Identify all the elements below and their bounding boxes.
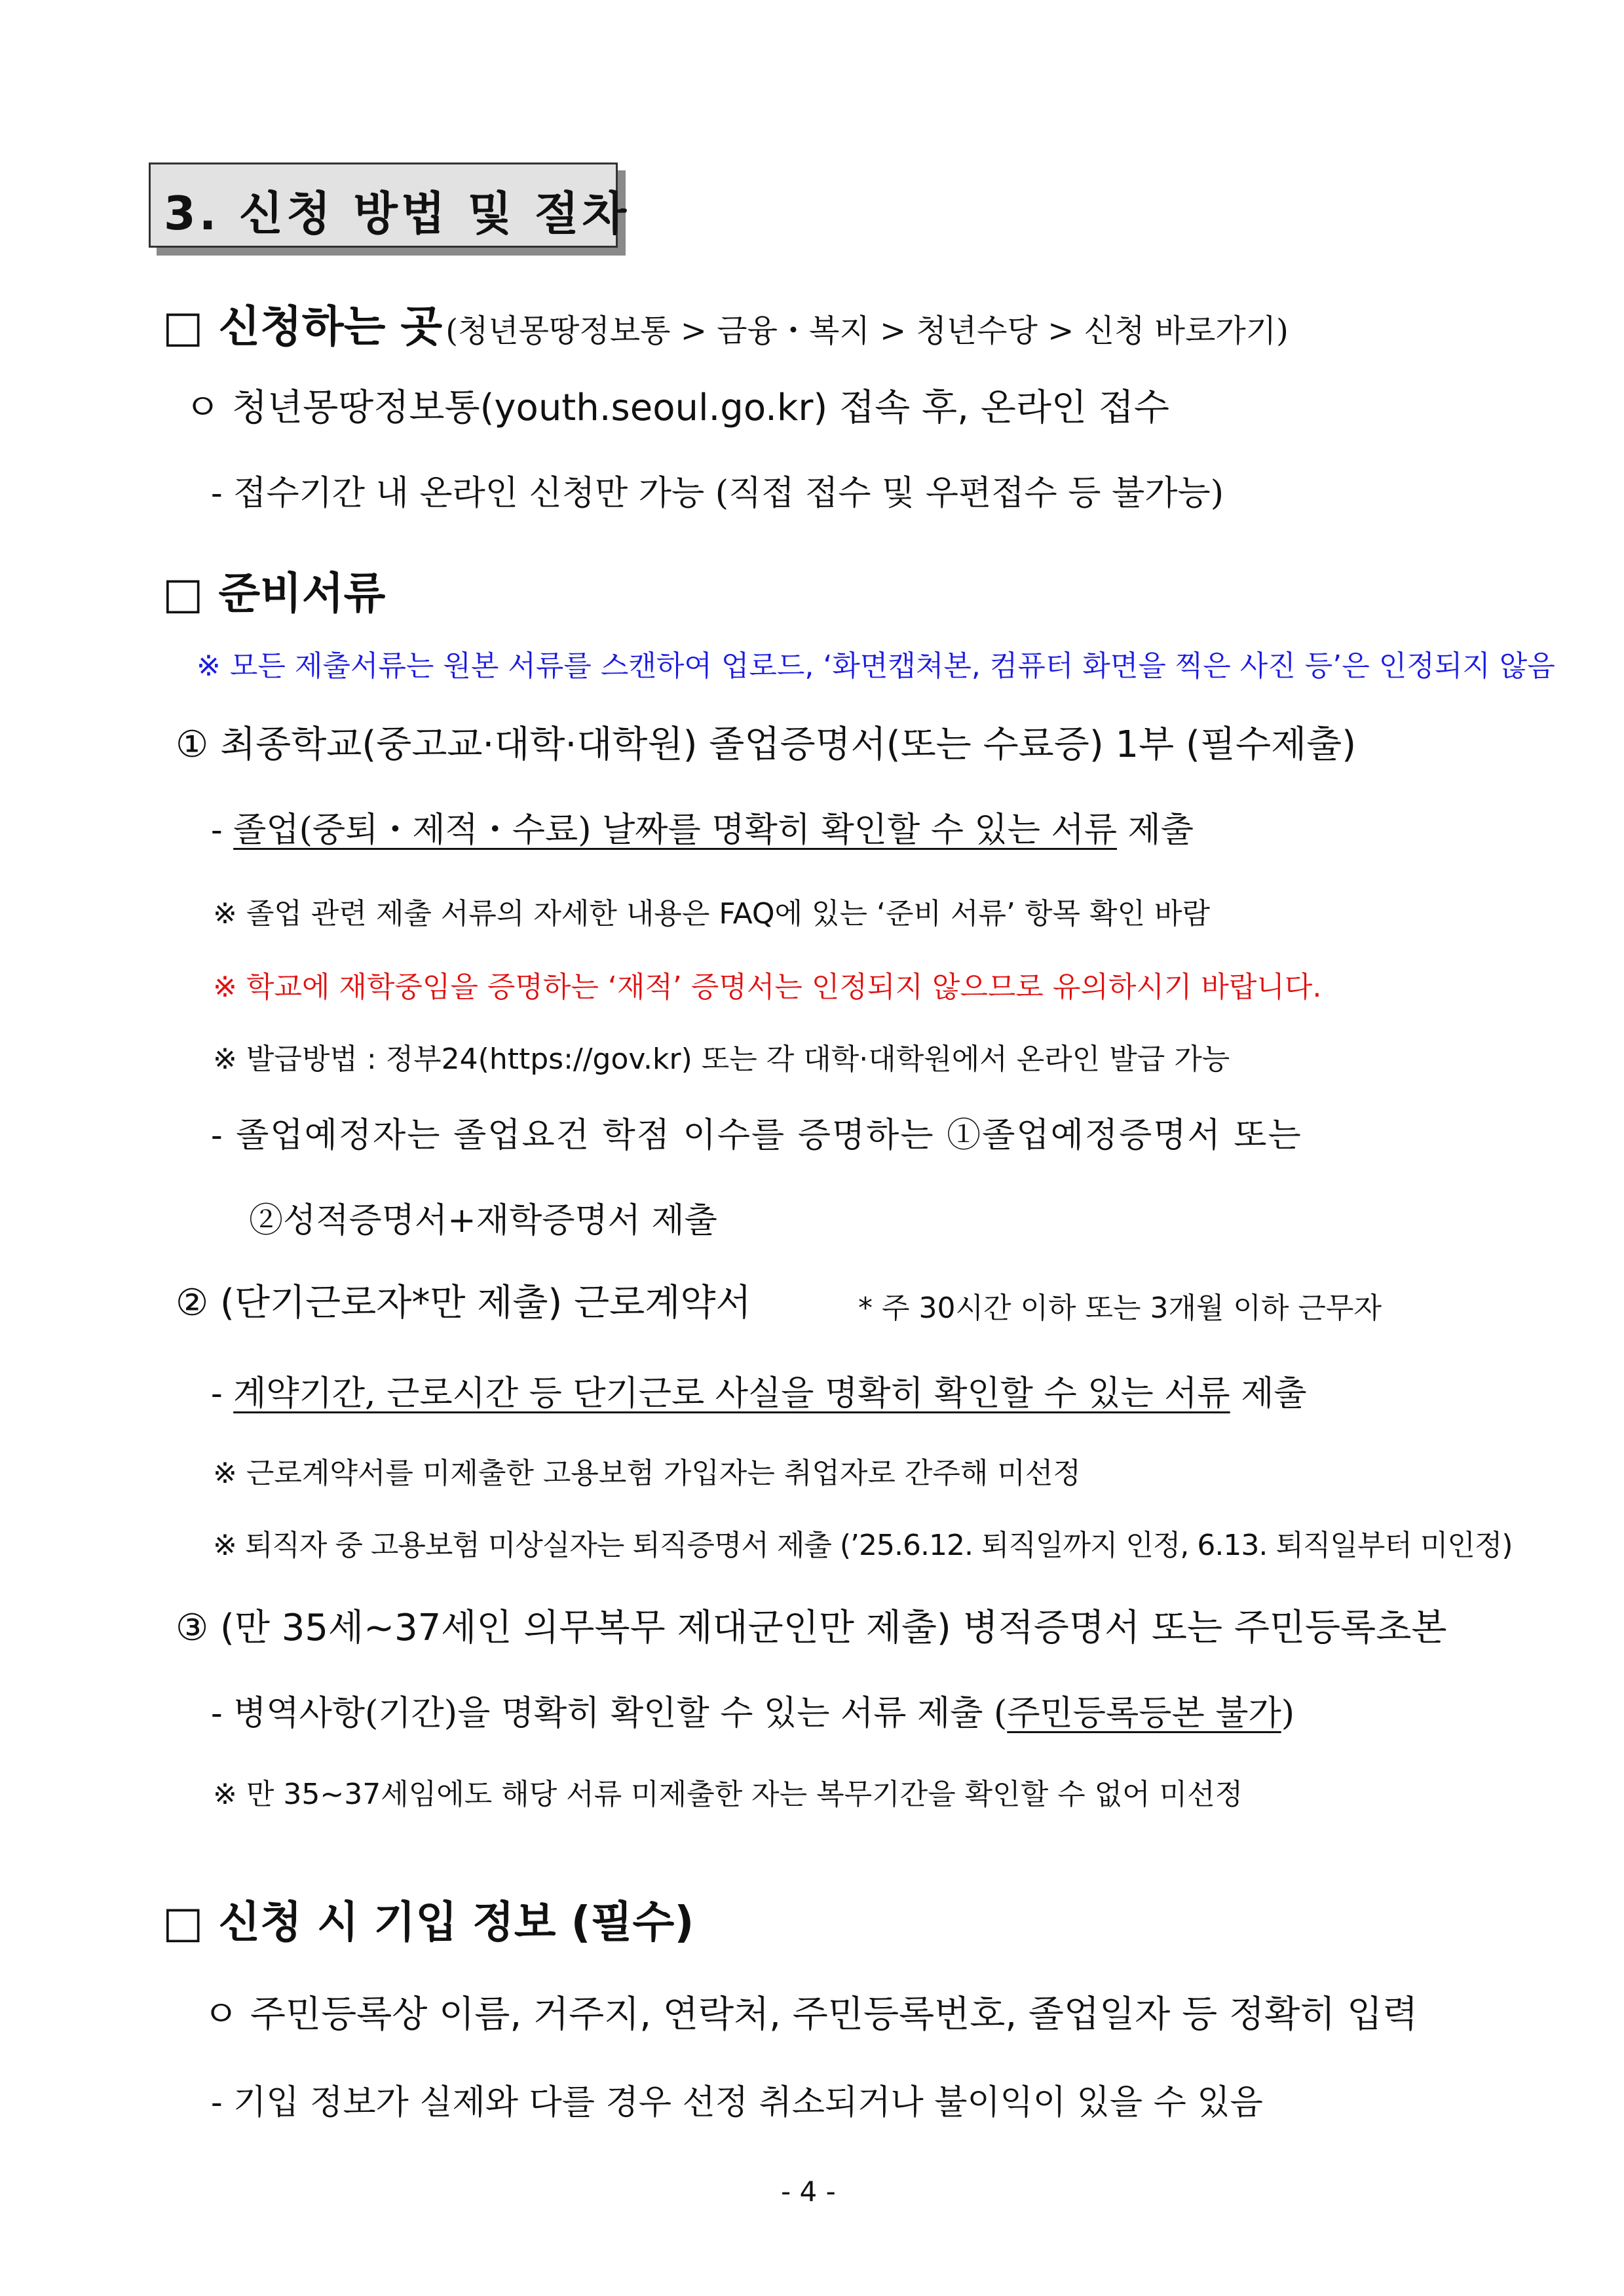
apply-place-heading-line (162, 292, 1289, 354)
item3-dash-underlined: 주민등록등본 불가 (1007, 1694, 1281, 1733)
item3-dash (211, 1685, 1294, 1734)
item1-note3: ※ 발급방법 : 정부24(https://gov.kr) 또는 각 대학·대학원에서 온라인 발급 가능 (213, 1043, 1230, 1076)
item2-dash (211, 1366, 1307, 1415)
info-bullet: ㅇ 주민등록상 이름, 거주지, 연락처, 주민등록번호, 졸업일자 등 정확히 입력 (203, 1993, 1418, 2036)
item1-dash-suffix: 제출 (1116, 811, 1194, 850)
item1-note2: ※ 학교에 재학중임을 증명하는 ‘재적’ 증명서는 인정되지 않으므로 유의하시기 바랍니다. (213, 970, 1322, 1004)
section-title: 3. 신청 방법 및 절차 (164, 187, 630, 240)
item2-dash-suffix: 제출 (1230, 1374, 1307, 1413)
page-number: - 4 - (781, 2175, 836, 2208)
documents-notice: ※ 모든 제출서류는 원본 서류를 스캔하여 업로드, ‘화면캡쳐본, 컴퓨터 화면을 찍은 사진 등’은 인정되지 않음 (197, 649, 1555, 683)
item1-dash2-line1: - 졸업예정자는 졸업요건 학점 이수를 증명하는 ①졸업예정증명서 또는 (211, 1116, 1302, 1155)
item1-dash-prefix: - (211, 811, 234, 850)
info-heading: □ 신청 시 기입 정보 (필수) (162, 1897, 694, 1947)
item3-dash-suffix: ) (1281, 1694, 1294, 1733)
item1-note1: ※ 졸업 관련 제출 서류의 자세한 내용은 FAQ에 있는 ‘준비 서류’ 항목 확인 바람 (213, 897, 1210, 930)
item1-dash-underlined: 졸업(중퇴・제적・수료) 날짜를 명확히 확인할 수 있는 서류 (233, 811, 1117, 850)
item2-note2: ※ 퇴직자 중 고용보험 미상실자는 퇴직증명서 제출 (’25.6.12. 퇴직일까지 인정, 6.13. 퇴직일부터 미인정) (213, 1529, 1513, 1562)
item3-dash-prefix: - 병역사항(기간)을 명확히 확인할 수 있는 서류 제출 ( (211, 1694, 1008, 1733)
item2-title: ② (단기근로자*만 제출) 근로계약서 (176, 1282, 751, 1324)
item2-dash-underlined: 계약기간, 근로시간 등 단기근로 사실을 명확히 확인할 수 있는 서류 (233, 1374, 1230, 1413)
item3-title: ③ (만 35세~37세인 의무복무 제대군인만 제출) 병적증명서 또는 주민등록초본 (176, 1607, 1447, 1649)
info-dash: - 기입 정보가 실제와 다를 경우 선정 취소되거나 불이익이 있을 수 있음 (211, 2083, 1263, 2122)
apply-place-bullet: ㅇ 청년몽땅정보통(youth.seoul.go.kr) 접속 후, 온라인 접수 (185, 387, 1170, 429)
apply-place-heading: □ 신청하는 곳 (162, 301, 443, 352)
item2-note1: ※ 근로계약서를 미제출한 고용보험 가입자는 취업자로 간주해 미선정 (213, 1457, 1081, 1490)
item2-footnote: * 주 30시간 이하 또는 3개월 이하 근무자 (858, 1292, 1382, 1325)
documents-heading: □ 준비서류 (162, 568, 386, 619)
apply-place-path: (청년몽땅정보통 > 금융・복지 > 청년수당 > 신청 바로가기) (445, 313, 1289, 349)
item1-title: ① 최종학교(중고교·대학·대학원) 졸업증명서(또는 수료증) 1부 (필수제출) (176, 723, 1357, 766)
item2-dash-prefix: - (211, 1374, 234, 1413)
item1-dash2-line2: ②성적증명서+재학증명서 제출 (249, 1201, 717, 1240)
apply-place-dash: - 접수기간 내 온라인 신청만 가능 (직접 접수 및 우편접수 등 불가능) (211, 474, 1224, 513)
item1-dash (211, 802, 1194, 851)
item3-note1: ※ 만 35~37세임에도 해당 서류 미제출한 자는 복무기간을 확인할 수 없어 미선정 (213, 1778, 1243, 1811)
